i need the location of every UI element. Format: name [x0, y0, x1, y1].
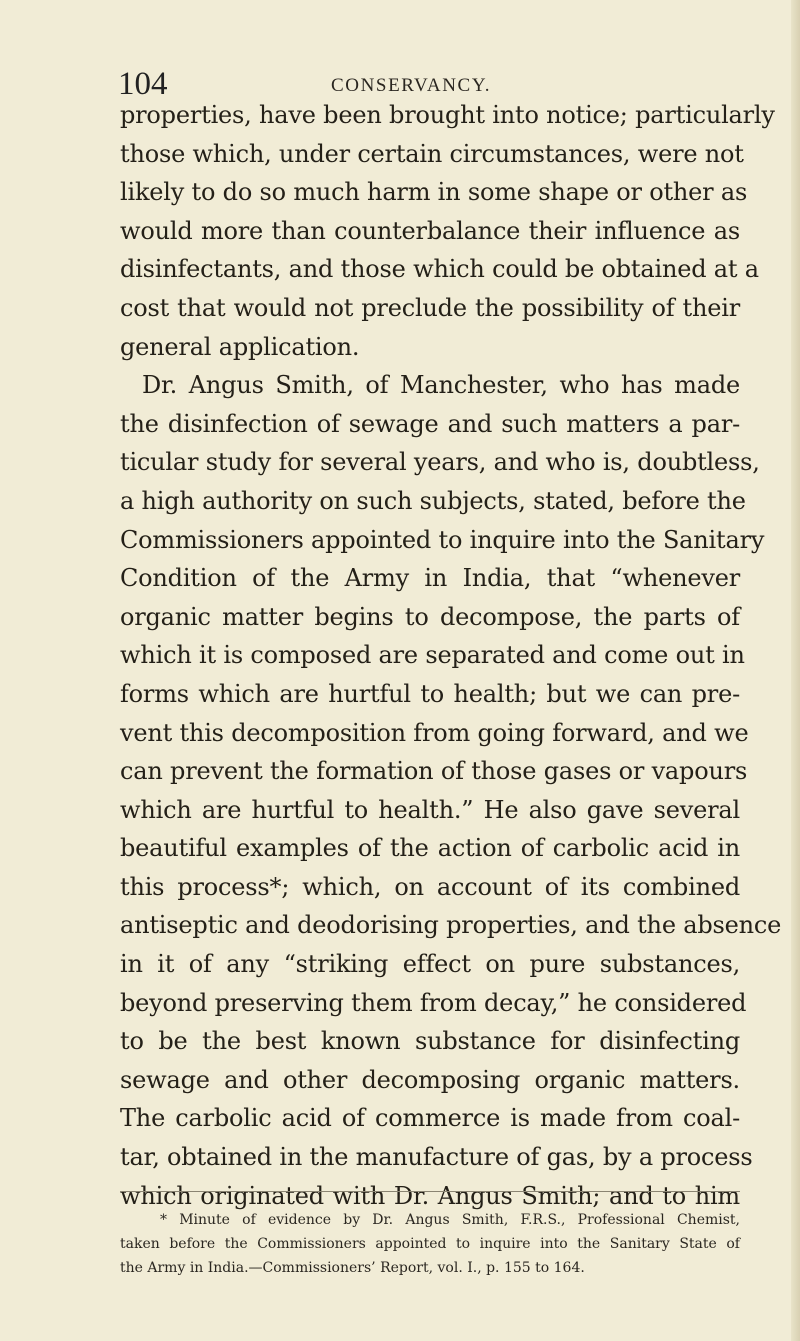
- text-line: likely to do so much harm in some shape or other as: [120, 178, 748, 207]
- text-line: The carbolic acid of commerce is made from coal-: [120, 1104, 740, 1133]
- text-line: general application.: [120, 332, 360, 361]
- text-line: beyond preserving them from decay,” he considered: [120, 988, 747, 1017]
- text-line: those which, under certain circumstances, were not: [120, 139, 744, 168]
- footnote-line: * Minute of evidence by Dr. Angus Smith, F.R.S., Professional Chemist,: [160, 1212, 740, 1228]
- text-line: in it of any “striking effect on pure substances,: [120, 950, 740, 979]
- text-line: which are hurtful to health.” He also gave several: [120, 795, 740, 824]
- body-text: [120, 96, 782, 1215]
- text-line: beautiful examples of the action of carbolic acid in: [120, 834, 740, 863]
- footnote-line: the Army in India.—Commissioners’ Report, vol. I., p. 155 to 164.: [120, 1260, 585, 1276]
- text-line: to be the best known substance for disinfecting: [120, 1027, 740, 1056]
- text-line: forms which are hurtful to health; but we can pre-: [120, 679, 740, 708]
- text-line: Dr. Angus Smith, of Manchester, who has made: [142, 371, 740, 400]
- text-line: ticular study for several years, and who is, doubtless,: [120, 448, 760, 477]
- text-line: which it is composed are separated and come out in: [120, 641, 745, 670]
- text-line: disinfectants, and those which could be obtained at a: [120, 255, 759, 284]
- text-line: properties, have been brought into notice; particularly: [120, 101, 775, 129]
- page-edge: [791, 0, 800, 1341]
- text-line: tar, obtained in the manufacture of gas, by a process: [120, 1143, 753, 1172]
- text-line: Commissioners appointed to inquire into the Sanitary: [120, 525, 765, 554]
- text-line: a high authority on such subjects, stated, before the: [120, 486, 746, 515]
- running-title: CONSERVANCY.: [331, 75, 492, 96]
- text-line: can prevent the formation of those gases or vapours: [120, 757, 748, 786]
- footnote: [120, 1208, 740, 1280]
- footnote-line: taken before the Commissioners appointed to inquire into the Sanitary State of: [120, 1236, 740, 1252]
- text-line: antiseptic and deodorising properties, and the absence: [120, 911, 782, 940]
- text-line: this process*; which, on account of its combined: [120, 872, 740, 901]
- text-line: organic matter begins to decompose, the parts of: [120, 602, 740, 631]
- page-number: 104: [118, 66, 168, 102]
- text-line: vent this decomposition from going forward, and we: [120, 718, 749, 747]
- text-line: Condition of the Army in India, that “whenever: [120, 564, 740, 593]
- text-line: the disinfection of sewage and such matters a par-: [120, 409, 740, 438]
- text-line: which originated with Dr. Angus Smith; and to him: [120, 1181, 740, 1210]
- text-line: sewage and other decomposing organic matters.: [120, 1065, 740, 1094]
- text-line: would more than counterbalance their influence as: [120, 216, 740, 245]
- footnote-rule: [120, 1191, 740, 1192]
- text-line: cost that would not preclude the possibility of their: [120, 293, 740, 322]
